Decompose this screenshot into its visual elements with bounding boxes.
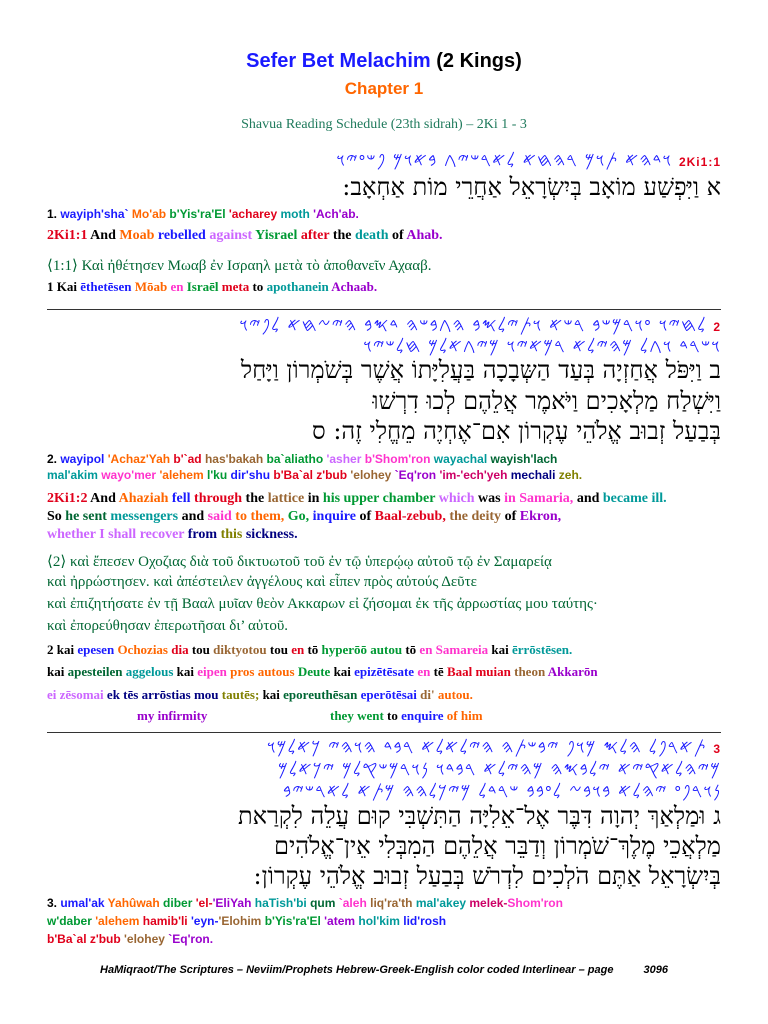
word: tautēs; (221, 687, 263, 702)
word: Samareia (435, 642, 492, 657)
verse3-paleo-line1 (267, 737, 721, 758)
word: against (209, 228, 256, 243)
reading-schedule: Shavua Reading Schedule (23th sidrah) – 2Ki 1 - 3 (241, 117, 527, 132)
word: death (355, 228, 392, 243)
word: 'Elohim (218, 914, 265, 928)
word: 1 Kai (47, 279, 81, 294)
verse2-greek-line3: καὶ ἐπιζητήσατε ἐν τῇ Βααλ μυῖαν θεὸν Ακκαρων εἰ ζήσομαι ἐκ τῆς ἀρρωστίας μου ταύτης· (47, 596, 598, 612)
verse2-english-line1 (47, 491, 667, 507)
word: lid'rosh (403, 914, 447, 928)
word: Baal-zebub, (374, 509, 450, 524)
word: tou (269, 642, 292, 657)
word: b'Ba`al z'bub (47, 932, 125, 946)
word: tēs (123, 687, 142, 702)
word: 'alehem (95, 914, 143, 928)
word: ei zēsomai (47, 687, 107, 702)
verse2-translit-line2 (47, 468, 582, 482)
verse3-translit-line1 (47, 896, 563, 910)
word: ēthetēsen (80, 279, 135, 294)
verse2-hebrew-line1: ב וַיִּפֹּל אֲחַזְיָה בְּעַד הַשְּבָכָה בַּעֲלִיָּתוֹ אֲשֶׁר בְּשֹׁמְרוֹן וַיָּחַל (240, 356, 721, 384)
word: wayo'mer (101, 468, 160, 482)
word: 'EliYah (212, 896, 255, 910)
word: 2Ki1:1 (47, 228, 91, 243)
word: eporeuthēsan (283, 687, 361, 702)
verse3-paleo-text1: 𐤕𐤀𐤓𐤐𐤋 𐤄𐤋𐤎 𐤌𐤅𐤐 𐤉𐤁𐤔𐤕𐤄 𐤄𐤉𐤋𐤀𐤋𐤀 𐤓𐤁𐤃 𐤄𐤅𐤄𐤉 𐤊𐤀𐤋𐤌𐤅 (266, 737, 707, 758)
verse2-translit-line1 (47, 452, 557, 466)
word: autou. (437, 687, 473, 702)
word: `Eq'ron (394, 468, 440, 482)
word: lattice (267, 491, 308, 506)
word: en (419, 642, 436, 657)
word: en (417, 664, 434, 679)
word: wayish'lach (490, 452, 558, 466)
word: 2. (47, 452, 61, 466)
word: Akkarōn (547, 664, 598, 679)
word: Ekron, (519, 509, 562, 524)
word: fell (171, 491, 195, 506)
word: en (170, 279, 187, 294)
verse3-hebrew-line2: מַלְאֲכֵי מֶלֶךְ־שֹׁמְרוֹן וְדַבֵּר אֲלֵהֶם הַמִבְּלִי אֵין־אֱלֹהִים (274, 832, 721, 860)
word: 'eyn- (190, 914, 219, 928)
verse2-num: 2 (713, 320, 721, 334)
word: Ahaziah (118, 491, 172, 506)
word: this (220, 527, 246, 542)
word: dia (171, 642, 192, 657)
verse2-greek-translit-line2 (47, 664, 598, 680)
word: apesteilen (67, 664, 126, 679)
word: mal'akey (415, 896, 470, 910)
word: 'elohey (350, 468, 395, 482)
word: aggelous (125, 664, 177, 679)
book-title-main: Sefer Bet Melachim (246, 50, 431, 72)
word: said (207, 509, 236, 524)
word: And (90, 491, 119, 506)
word: Ochozias (117, 642, 172, 657)
word: eperōtēsai (360, 687, 421, 702)
word: through (194, 491, 246, 506)
word: Baal muian (446, 664, 515, 679)
divider (47, 732, 721, 733)
word: qum (310, 896, 339, 910)
divider (47, 309, 721, 310)
word: kai (333, 664, 355, 679)
word: tō (405, 642, 420, 657)
word: Yahûwah (107, 896, 164, 910)
note-my-infirmity: my infirmity (137, 708, 208, 723)
word: hol'kim (358, 914, 404, 928)
word: Samaria, (519, 491, 577, 506)
word: 'atem (324, 914, 359, 928)
word: hyperōō (321, 642, 371, 657)
note-of-him: of him (446, 708, 483, 723)
word: of (391, 228, 407, 243)
word: mechali (510, 468, 559, 482)
verse3-paleo-line2: 𐤌𐤉𐤄𐤋𐤀𐤒𐤉𐤀 𐤉𐤋𐤁𐤎𐤄 𐤌𐤄𐤉𐤋𐤀 𐤓𐤁𐤃𐤅 𐤍𐤅𐤓𐤌𐤔𐤒𐤋𐤌 𐤉𐤊𐤀𐤋𐤌 (277, 759, 721, 780)
verse2-note-infirmity (137, 708, 207, 724)
word: `aleh (338, 896, 371, 910)
word: kai (176, 664, 198, 679)
word: And (90, 228, 120, 243)
verse1-english (47, 228, 443, 244)
word: 1. (47, 207, 61, 221)
word: 'alehem (159, 468, 207, 482)
word: en (291, 642, 308, 657)
word: 2Ki1:2 (47, 491, 91, 506)
word: 'Ach'ab. (313, 207, 359, 221)
word: So (47, 509, 66, 524)
word: hamib'li (142, 914, 191, 928)
word: wayiph'sha` (60, 207, 132, 221)
footer-text: HaMiqraot/The Scriptures – Neviim/Prophets Hebrew-Greek-English color coded Interlinear – page (100, 964, 614, 976)
word: w'daber (47, 914, 96, 928)
verse3-hebrew-line1: ג וּמַלְאַךְ יְהוָה דִּבֶּר אֶל־אֵלִיָּה הַתִּשְׁבִּי קוּם עֲלֵה לִקְרַאת (238, 802, 721, 830)
word: kai (262, 687, 284, 702)
note-to: to (387, 708, 402, 723)
verse2-hebrew-line2: וַיִּשְׁלַח מַלְאָכִים וַיֹּאמֶר אֲלֵהֶם לְכוּ דִרְשׁוּ (372, 387, 721, 415)
word: mal'akim (47, 468, 102, 482)
verse1-ref: 2Ki1:1 (678, 155, 721, 169)
word: his upper chamber (322, 491, 439, 506)
word: tō (307, 642, 322, 657)
verse1-translit (47, 207, 359, 221)
verse1-hebrew: א וַיִּפְשַׁע מוֹאָב בְּיִשְׂרָאֵל אַחֲרֵי מוֹת אַחְאָב: (342, 173, 721, 201)
word: in (307, 491, 323, 506)
verse2-greek-line1 (47, 552, 552, 571)
word: Go, (287, 509, 313, 524)
word: b'Yis'ra'El (264, 914, 325, 928)
word: pros (230, 664, 258, 679)
word: and (576, 491, 603, 506)
verse2-greek-translit-line3 (47, 687, 473, 703)
word: arrōstias mou (141, 687, 222, 702)
verse2-greek-line2: καὶ ἠρρώστησεν. καὶ ἀπέστειλεν ἀγγέλους καὶ εἶπεν πρὸς αὐτούς Δεῦτε (47, 574, 477, 590)
word: Mōab (134, 279, 171, 294)
word: b'`ad (173, 452, 205, 466)
word: kai (491, 642, 512, 657)
verse2-paleo-text1: 𐤋𐤇𐤉𐤅 𐤏𐤅𐤓𐤌𐤔𐤁 𐤓𐤔𐤀 𐤅𐤕𐤉𐤋𐤎𐤁 𐤄𐤂𐤁𐤔𐤄 𐤃𐤎𐤁 𐤄𐤉𐤆𐤇𐤀 𐤋𐤐𐤉𐤅 (239, 315, 707, 336)
word: diktyotou (213, 642, 270, 657)
word: 2 kai (47, 642, 78, 657)
word: from (187, 527, 221, 542)
word: after (300, 228, 333, 243)
word: 'im-'ech'yeh (439, 468, 511, 482)
word: l'ku (206, 468, 231, 482)
word: dir'shu (230, 468, 274, 482)
word: zeh. (558, 468, 583, 482)
word: meta (221, 279, 253, 294)
verse2-english-line3 (47, 527, 298, 543)
word: haTish'bi (254, 896, 311, 910)
word: wayipol (60, 452, 108, 466)
word: Yisrael (255, 228, 301, 243)
verse2-english-line2 (47, 509, 561, 525)
word: 3. (47, 896, 61, 910)
word: ⟨1:1⟩ (47, 258, 82, 274)
verse3-num: 3 (713, 742, 721, 756)
verse2-hebrew-line3: בְּבַעַל זְבוּב אֱלֹהֵי עֶקְרוֹן אִם־אֶחְיֶה מֵחֱלִי זֶה: ס (312, 417, 721, 445)
verse1-paleo-line (336, 150, 721, 171)
word: Achaab. (331, 279, 378, 294)
page-footer (0, 964, 768, 976)
word: 'Achaz'Yah (107, 452, 174, 466)
word: which (438, 491, 478, 506)
verse1-paleo-text: 𐤅𐤃𐤄𐤀 𐤕𐤅𐤌 𐤓𐤄𐤇𐤀 𐤋𐤀𐤓𐤔𐤉𐤂 𐤁𐤀𐤅𐤌 𐤐𐤔𐤏𐤉𐤅 (336, 150, 673, 171)
word: b'Yis'ra'El (169, 207, 229, 221)
word: the (332, 228, 356, 243)
verse1-greek (47, 256, 432, 275)
word: apothanein (266, 279, 332, 294)
word: autou (370, 642, 406, 657)
book-title-paren: (2 Kings) (436, 50, 522, 72)
word: `Eq'ron. (168, 932, 214, 946)
word: di' (420, 687, 438, 702)
book-title (0, 50, 768, 73)
word: whether I shall recover (47, 527, 188, 542)
word: eipen (197, 664, 231, 679)
word: Καὶ ἠθέτησεν Μωαβ ἐν Ισραηλ μετὰ τὸ ἀποθανεῖν Αχααβ. (81, 258, 432, 274)
word: 'acharey (228, 207, 281, 221)
word: in (504, 491, 520, 506)
word: autous (257, 664, 298, 679)
word: epesen (77, 642, 118, 657)
verse2-note-enquire (330, 708, 483, 724)
word: tē (433, 664, 447, 679)
word: liq'ra'th (370, 896, 416, 910)
verse2-greek-translit-line1 (47, 642, 572, 658)
word: Israēl (186, 279, 222, 294)
word: and (181, 509, 208, 524)
word: tou (191, 642, 214, 657)
word: 'asher (326, 452, 365, 466)
word: ērrōstēsen. (512, 642, 573, 657)
word: b'Ba`al z'bub (273, 468, 351, 482)
word: ek (106, 687, 124, 702)
word: of (504, 509, 520, 524)
word: Moab (119, 228, 158, 243)
word: inquire (312, 509, 360, 524)
word: ba`aliatho (266, 452, 327, 466)
verse2-paleo-line2: 𐤅𐤔𐤓𐤃 𐤅𐤂𐤋 𐤌𐤄𐤉𐤋𐤀 𐤓𐤌𐤀𐤉𐤅 𐤌𐤉𐤂𐤀𐤋𐤌 𐤇𐤋𐤔𐤉𐤅 (363, 336, 721, 357)
word: umal'ak (60, 896, 108, 910)
note-they-went: they went (330, 708, 388, 723)
word: to them, (235, 509, 288, 524)
verse3-hebrew-line3: בְּיִשְׂרָאֵל אַתֶּם הֹלְכִים לִדְרֹשׁ בְּבַעַל זְבוּב אֱלֹהֵי עֶקְרוֹן: (253, 862, 721, 890)
word: moth (280, 207, 314, 221)
word: epizētēsate (354, 664, 418, 679)
verse3-translit-line3 (47, 932, 213, 946)
word: the deity (449, 509, 505, 524)
word: has'bakah (204, 452, 267, 466)
word: became ill. (602, 491, 667, 506)
note-enquire: enquire (401, 708, 447, 723)
word: wayachal (433, 452, 491, 466)
word: he sent (65, 509, 111, 524)
word: theon (514, 664, 548, 679)
word: rebelled (157, 228, 210, 243)
verse2-greek-line4: καὶ ἐπορεύθησαν ἐπερωτῆσαι δι’ αὐτοῦ. (47, 618, 289, 634)
word: diber (163, 896, 196, 910)
word: messengers (110, 509, 182, 524)
verse3-translit-line2 (47, 914, 446, 928)
word: melek- (469, 896, 508, 910)
word: Mo'ab (131, 207, 170, 221)
word: 'el- (195, 896, 213, 910)
word: sickness. (245, 527, 298, 542)
word: b'Shom'ron (364, 452, 434, 466)
chapter-heading: Chapter 1 (344, 79, 424, 98)
word: the (245, 491, 268, 506)
word: was (478, 491, 505, 506)
word: Shom'ron (507, 896, 563, 910)
word: Ahab. (406, 228, 443, 243)
word: ⟨2⟩ καὶ ἔπεσεν Οχοζιας διὰ τοῦ δικτυωτοῦ τοῦ ἐν τῷ ὑπερῴῳ αὐτοῦ τῷ ἐν Σαμαρείᾳ (47, 554, 552, 570)
word: of (359, 509, 375, 524)
word: kai (47, 664, 68, 679)
word: to (252, 279, 267, 294)
page-number: 3096 (643, 964, 668, 976)
verse3-paleo-line3: 𐤍𐤅𐤓𐤐𐤏 𐤉𐤄𐤋𐤀 𐤁𐤅𐤁𐤆 𐤋𐤏𐤁𐤁 𐤔𐤓𐤃𐤋 𐤌𐤉𐤊𐤋𐤄𐤄 𐤌𐤕𐤀 𐤋𐤀𐤓𐤔𐤉𐤁 (282, 781, 721, 802)
verse2-paleo-line1 (239, 315, 721, 336)
word: 'elohey (124, 932, 169, 946)
word: Deute (297, 664, 334, 679)
verse1-greek-translit (47, 279, 377, 295)
